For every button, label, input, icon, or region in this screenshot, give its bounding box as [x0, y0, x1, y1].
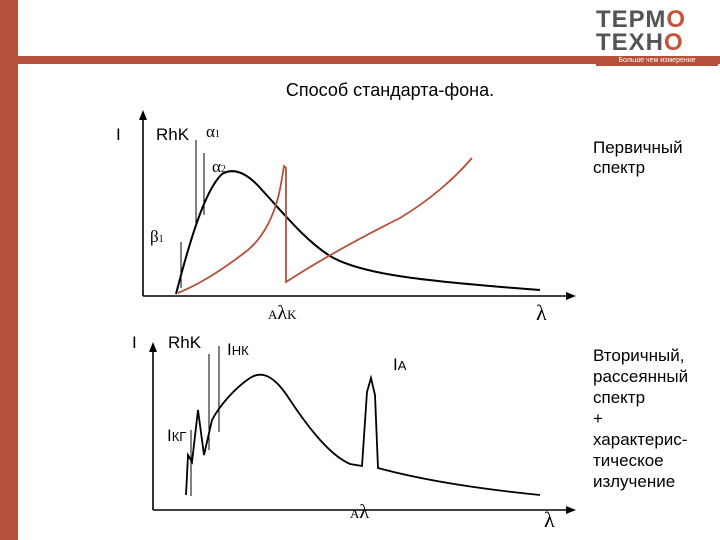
- lambda-k-prefix: A: [268, 307, 278, 322]
- secondary-caption-line-6: тическое: [593, 451, 664, 470]
- top-y-label: I: [116, 125, 121, 144]
- bottom-plot-axes: [149, 342, 576, 514]
- alpha2-label: [212, 157, 226, 180]
- beta1-sub: 1: [158, 234, 164, 245]
- ia-sub: A: [397, 358, 407, 373]
- logo-tagline: Больше чем измерение: [596, 56, 718, 66]
- bottom-rhk-text: Rh: [168, 333, 190, 352]
- lambda-a-label: [350, 502, 369, 524]
- secondary-caption-line-4: +: [593, 409, 603, 428]
- lambda-a-symbol: λ: [359, 501, 370, 523]
- ikg-sub: КГ: [171, 429, 187, 444]
- secondary-caption-line-2: рассеянный: [593, 367, 689, 386]
- ia-symbol: I: [393, 355, 398, 374]
- alpha1-label: [206, 122, 220, 145]
- alpha1-symbol: α: [206, 122, 215, 141]
- bottom-rhk-k: K: [189, 333, 202, 352]
- secondary-caption-line-3: спектр: [593, 388, 646, 407]
- top-y-arrow: [139, 110, 147, 120]
- beta1-label: [150, 227, 164, 250]
- ink-symbol: I: [227, 340, 232, 359]
- lambda-a-prefix: A: [350, 506, 360, 521]
- bottom-secondary-spectrum: [186, 375, 540, 495]
- top-rhk-k: K: [177, 125, 190, 144]
- ia-label: [393, 355, 406, 376]
- ink-sub: НК: [231, 343, 249, 358]
- primary-caption-line-2: спектр: [593, 158, 646, 177]
- secondary-spectrum-caption: [593, 345, 713, 492]
- top-x-arrow: [566, 292, 576, 300]
- logo-accent-1: О: [666, 6, 687, 33]
- primary-caption-line-1: Первичный: [593, 138, 683, 157]
- ink-label: [227, 340, 249, 361]
- top-rhk-label: [156, 125, 189, 145]
- bottom-x-arrow: [566, 506, 576, 514]
- secondary-caption-line-5: характерис-: [593, 430, 688, 449]
- bottom-y-arrow: [149, 342, 157, 352]
- slide-title: Способ стандарта-фона.: [285, 80, 495, 100]
- primary-spectrum-caption: [593, 138, 683, 178]
- secondary-caption-line-7: излучение: [593, 472, 676, 491]
- top-primary-continuum: [176, 171, 540, 294]
- bottom-y-label: I: [132, 333, 137, 352]
- logo-text-2: ТЕХН: [596, 29, 665, 56]
- top-x-label: λ: [536, 300, 547, 325]
- alpha1-sub: 1: [214, 129, 220, 140]
- lambda-k-symbol: λ: [277, 302, 288, 324]
- bottom-line-markers: [191, 346, 219, 496]
- ikg-symbol: I: [167, 426, 172, 445]
- lambda-k-sub: K: [287, 307, 297, 322]
- top-rhk-text: Rh: [156, 125, 178, 144]
- lambda-k-label: [268, 303, 296, 325]
- bottom-rhk-label: [168, 333, 201, 353]
- alpha2-sub: 2: [220, 164, 226, 175]
- ikg-label: [167, 426, 186, 447]
- beta1-symbol: β: [150, 227, 159, 246]
- logo-accent-2: О: [664, 29, 684, 56]
- logo-text-1: ТЕРМ: [596, 6, 667, 33]
- alpha2-symbol: α: [212, 157, 221, 176]
- bottom-x-label: λ: [544, 507, 555, 532]
- secondary-caption-line-1: Вторичный,: [593, 346, 685, 365]
